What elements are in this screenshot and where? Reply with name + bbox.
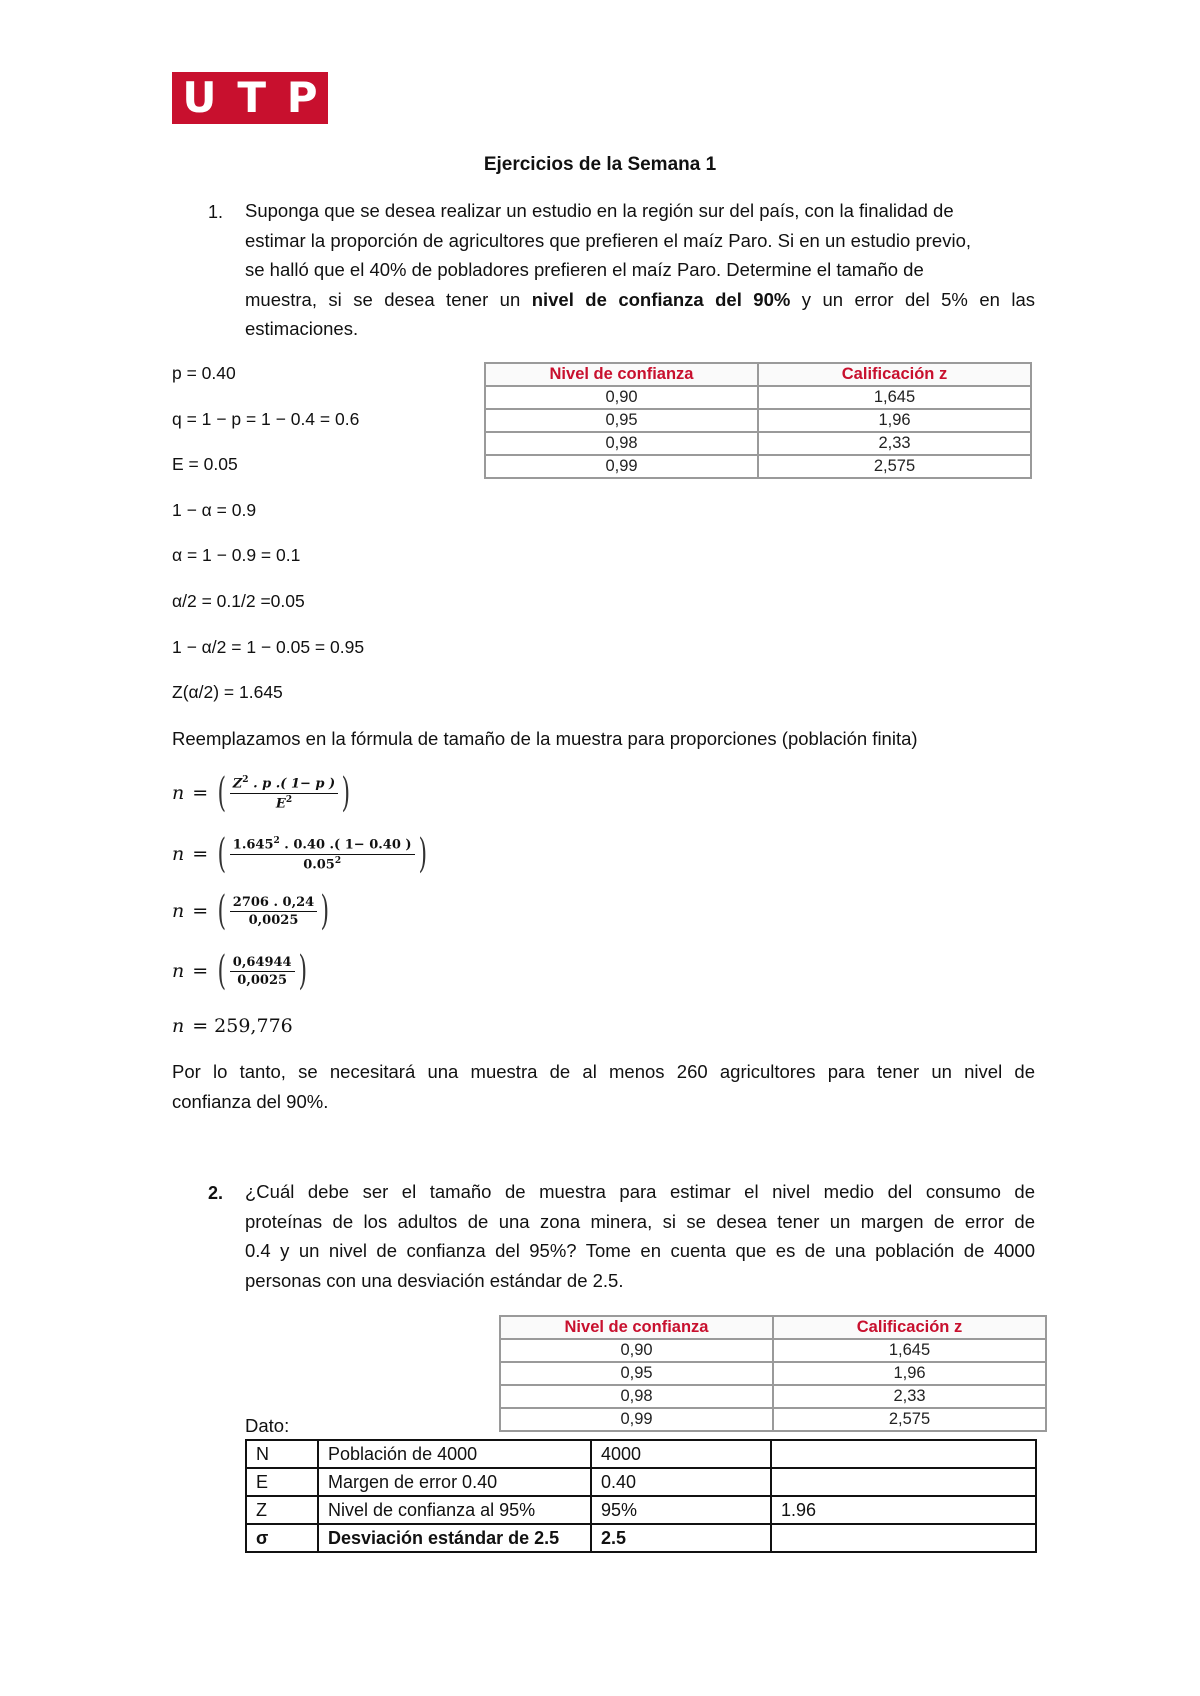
formula-substituted: n = ( $\frac{1.645^2 . 0.40 .( 1- 0.40 )}{0.05^2}$ ) [172, 831, 427, 877]
table-row: 0,95 1,96 [500, 1362, 1046, 1385]
q2-line: proteínas de los adultos de una zona minera, si se desea tener un margen de error de [245, 1210, 1035, 1232]
table-row: 0,90 1,645 [500, 1339, 1046, 1362]
q2-line: personas con una desviación estándar de 2.5. [245, 1269, 624, 1291]
q1-line: se halló que el 40% de pobladores prefieren el maíz Paro. Determine el tamaño de [245, 259, 924, 280]
conclusion [172, 1057, 1035, 1116]
q1-line: estimar la proporción de agricultores que prefieren el maíz Paro. Si en un estudio previo, [245, 229, 971, 251]
q1-line: Suponga que se desea realizar un estudio en la región sur del país, con la finalidad de [245, 200, 954, 221]
conclusion-line: Por lo tanto, se necesitará una muestra de al menos 260 agricultores para tener un nivel de [172, 1061, 1035, 1082]
table-header-row [485, 363, 1031, 386]
table-row: E Margen de error 0.40 0.40 [246, 1468, 1036, 1496]
question-1-number: 1. [208, 202, 224, 222]
formula-general: n = ( $\frac{Z^2 . p .( 1- p )}{E^2}$ ) [172, 770, 351, 816]
conclusion-line: confianza del 90%. [172, 1090, 329, 1112]
q1-line: muestra, si se desea tener un nivel de confianza del 90% y un error del 5% en las [245, 288, 1035, 310]
question-1-text [245, 196, 1035, 344]
logo-letter-t: T [237, 73, 266, 122]
calc-1-alpha: 1 − α = 0.9 [172, 500, 257, 520]
question-2-number: 2. [208, 1183, 224, 1203]
calc-alpha: α = 1 − 0.9 = 0.1 [172, 545, 301, 565]
calc-alpha-half: α/2 = 0.1/2 =0.05 [172, 591, 305, 611]
table-row: σ Desviación estándar de 2.5 2.5 [246, 1524, 1036, 1552]
table-header-row [500, 1316, 1046, 1339]
table-row: 0,98 2,33 [485, 432, 1031, 455]
utp-logo [172, 72, 328, 124]
formula-result: n = 259,776 [172, 1015, 293, 1037]
calc-z: Z(α/2) = 1.645 [172, 682, 283, 702]
header-nivel: Nivel de confianza [500, 1316, 773, 1339]
calc-e: E = 0.05 [172, 454, 238, 474]
q1-bold-phrase: nivel de confianza del 90% [531, 288, 791, 310]
logo-letter-p: P [286, 73, 318, 122]
header-calificacion: Calificación z [758, 363, 1031, 386]
logo-letter-u: U [182, 73, 217, 122]
q2-line: ¿Cuál debe ser el tamaño de muestra para estimar el nivel medio del consumo de [245, 1181, 1035, 1202]
table-row: 0,95 1,96 [485, 409, 1031, 432]
table-row: 0,99 2,575 [485, 455, 1031, 478]
confidence-table-1 [484, 362, 1032, 479]
calc-p: p = 0.40 [172, 363, 236, 383]
formula-step-4: n = ( $\frac{0,64944}{0,0025}$ ) [172, 948, 307, 994]
q1-line: estimaciones. [245, 318, 359, 339]
question-2-text [245, 1177, 1035, 1295]
table-row: 0,98 2,33 [500, 1385, 1046, 1408]
table-row: Z Nivel de confianza al 95% 95% 1.96 [246, 1496, 1036, 1524]
dato-label: Dato: [245, 1415, 290, 1436]
q2-line: 0.4 y un nivel de confianza del 95%? Tome en cuenta que es de una población de 4000 [245, 1240, 1035, 1261]
table-row: N Población de 4000 4000 [246, 1440, 1036, 1468]
dato-table [245, 1439, 1037, 1553]
formula-intro: Reemplazamos en la fórmula de tamaño de la muestra para proporciones (población finita) [172, 728, 918, 749]
calc-1-alpha-half: 1 − α/2 = 1 − 0.05 = 0.95 [172, 637, 365, 657]
table-row: 0,90 1,645 [485, 386, 1031, 409]
page-title: Ejercicios de la Semana 1 [483, 154, 717, 175]
header-calificacion: Calificación z [773, 1316, 1046, 1339]
header-nivel: Nivel de confianza [485, 363, 758, 386]
formula-step-3: n = ( $\frac{2706 . 0,24}{0,0025}$ ) [172, 888, 330, 934]
confidence-table-2 [499, 1315, 1047, 1432]
table-row: 0,99 2,575 [500, 1408, 1046, 1431]
calc-q: q = 1 − p = 1 − 0.4 = 0.6 [172, 409, 360, 429]
